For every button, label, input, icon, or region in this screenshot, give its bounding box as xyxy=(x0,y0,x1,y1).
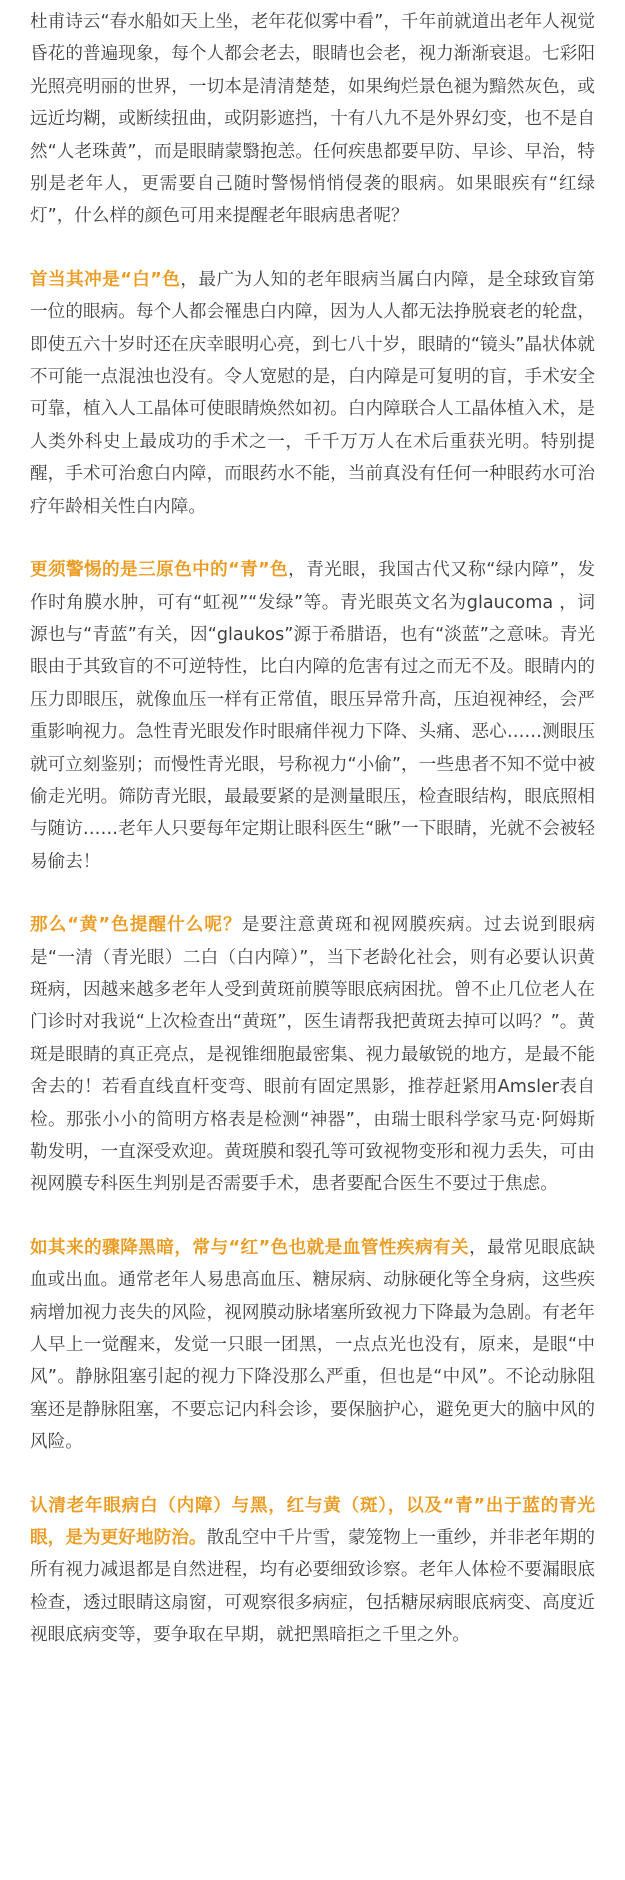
section-summary-body: 散乱空中千片雪，蒙笼物上一重纱，并非老年期的所有视力减退都是自然进程，均有必要细致诊察。老年人体检不要漏眼底检查，透过眼睛这扇窗，可观察很多病症，包括糖尿病眼底病变、高度近视眼底病变等，要争取在早期，就把黑暗拒之千里之外。 xyxy=(30,1528,595,1646)
section-summary-heading: 认清老年眼病白（内障）与黑，红与黄（斑），以及“青”出于蓝的青光眼，是为更好地防治。 xyxy=(30,1495,595,1549)
section-red-paragraph xyxy=(30,1232,595,1459)
section-yellow-body: 是要注意黄斑和视网膜疾病。过去说到眼病是“一清（青光眼）二白（白内障）”，当下老龄化社会，则有必要认识黄斑病，因越来越多老年人受到黄斑前膜等眼底病困扰。曾不止几位老人在门诊时对我说“上次检查出“黄斑”，医生请帮我把黄斑去掉可以吗？”。黄斑是眼睛的真正亮点，是视锥细胞最密集、视力最敏锐的地方，是最不能舍去的！若看直线直杆变弯、眼前有固定黑影，推荐赶紧用Amsler表自检。那张小小的简明方格表是检测“神器”，由瑞士眼科学家马克·阿姆斯勒发明，一直深受欢迎。黄斑膜和裂孔等可致视物变形和视力丢失，可由视网膜专科医生判别是否需要手术，患者要配合医生不要过于焦虑。 xyxy=(30,915,595,1195)
section-red-body: ，最常见眼底缺血或出血。通常老年人易患高血压、糖尿病、动脉硬化等全身病，这些疾病增加视力丧失的风险，视网膜动脉堵塞所致视力下降最为急剧。有老年人早上一觉醒来，发觉一只眼一团黑，一点点光也没有，原来，是眼“中风”。静脉阻塞引起的视力下降没那么严重，但也是“中风”。不论动脉阻塞还是静脉阻塞，不要忘记内科会诊，要保脑护心，避免更大的脑中风的风险。 xyxy=(30,1237,595,1453)
intro-paragraph: 杜甫诗云“春水船如天上坐，老年花似雾中看”，千年前就道出老年人视觉昏花的普遍现象，每个人都会老去，眼睛也会老，视力渐渐衰退。七彩阳光照亮明丽的世界，一切本是清清楚楚，如果绚烂景色褪为黯然灰色，或远近均糊，或断续扭曲，或阴影遮挡，十有八九不是外界幻变，也不是自然“人老珠黄”，而是眼睛蒙翳抱恙。任何疾患都要早防、早诊、早治，特别是老年人，更需要自己随时警惕悄悄侵袭的眼病。如果眼疾有“红绿灯”，什么样的颜色可用来提醒老年眼病患者呢？ xyxy=(30,12,595,227)
section-summary-paragraph xyxy=(30,1490,595,1652)
section-white-body: ，最广为人知的老年眼病当属白内障，是全球致盲第一位的眼病。每个人都会罹患白内障，因为人人都无法挣脱衰老的轮盘，即使五六十岁时还在庆幸眼明心亮，到七八十岁，眼睛的“镜头”晶状体就不可能一点混浊也没有。令人宽慰的是，白内障是可复明的盲，手术安全可靠，植入人工晶体可使眼睛焕然如初。白内障联合人工晶体植入术，是人类外科史上最成功的手术之一，千千万万人在术后重获光明。特别提醒，手术可治愈白内障，而眼药水不能，当前真没有任何一种眼药水可治疗年龄相关性白内障。 xyxy=(30,269,595,517)
section-cyan-body: ，青光眼，我国古代又称“绿内障”，发作时角膜水肿，可有“虹视”“发绿”等。青光眼英文名为glaucoma ，词源也与“青蓝”有关，因“glaukos”源于希腊语，也有“淡蓝”之意味。青光眼由于其致盲的不可逆特性，比白内障的危害有过之而无不及。眼睛内的压力即眼压，就像血压一样有正常值，眼压异常升高，压迫视神经，会严重影响视力。急性青光眼发作时眼痛伴视力下降、头痛、恶心……测眼压就可立刻鉴别；而慢性青光眼，号称视力“小偷”，一些患者不知不觉中被偷走光明。筛防青光眼，最最要紧的是测量眼压，检查眼结构，眼底照相与随访……老年人只要每年定期让眼科医生“瞅”一下眼睛，光就不会被轻易偷去！ xyxy=(30,560,595,872)
section-red-heading: 如其来的骤降黑暗，常与“红”色也就是血管性疾病有关 xyxy=(30,1237,470,1258)
section-yellow-paragraph xyxy=(30,909,595,1201)
section-cyan-heading: 更须警惕的是三原色中的“青”色 xyxy=(30,560,289,581)
section-white-paragraph xyxy=(30,264,595,523)
section-cyan-paragraph xyxy=(30,554,595,878)
section-white-heading: 首当其冲是“白”色 xyxy=(30,269,181,290)
section-yellow-heading: 那么“黄”色提醒什么呢？ xyxy=(30,915,242,936)
